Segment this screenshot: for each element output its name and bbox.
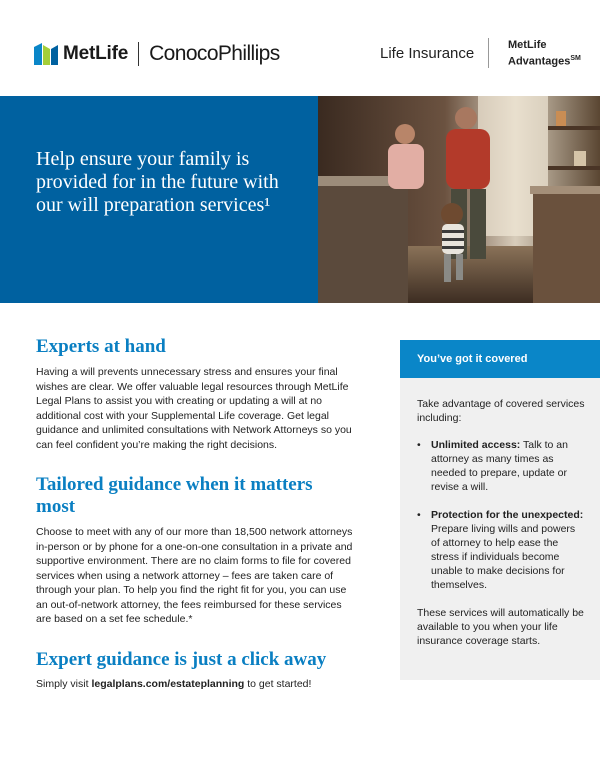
hero-banner bbox=[0, 96, 600, 303]
visit-prefix: Simply visit bbox=[36, 677, 92, 690]
product-label: Life Insurance bbox=[380, 45, 475, 62]
sidebar-intro: Take advantage of covered services including: bbox=[417, 398, 585, 424]
advantages-word: Advantages bbox=[508, 55, 571, 68]
covered-services-list bbox=[417, 438, 585, 592]
hero-headline: Help ensure your family is provided for in the future with our will preparation services¹ bbox=[36, 148, 279, 216]
section-heading-click-away: Expert guidance is just a click away bbox=[36, 648, 327, 670]
hero-photo bbox=[318, 96, 600, 303]
family-kitchen-illustration bbox=[318, 96, 600, 303]
list-item-title: Protection for the unexpected: bbox=[431, 509, 584, 521]
service-mark: SM bbox=[570, 55, 581, 62]
list-item-title: Unlimited access: bbox=[431, 439, 521, 451]
main-content bbox=[36, 336, 356, 691]
metlife-logo-icon bbox=[34, 43, 58, 65]
list-item-text: Prepare living wills and powers of attorney to help ease the stress if individuals become unable to make decisions for themselves. bbox=[431, 523, 576, 591]
hero-text-panel bbox=[0, 96, 318, 303]
list-item-text: Talk to an attorney as many times as needed to prepare, update or revise a will. bbox=[431, 439, 568, 493]
logo-lockup bbox=[34, 40, 280, 68]
sidebar-title: You’ve got it covered bbox=[417, 353, 528, 365]
metlife-wordmark: MetLife bbox=[63, 43, 129, 64]
section-body-experts: Having a will prevents unnecessary stress and ensures your final wishes are clear. We offer valuable legal resources through MetLife Legal Plans to assist you with creating or updating a will at no additional cost with your Supplemental Life coverage. Get legal guidance and unlimited consultations with Network Attorneys so you can feel confident you’re making the right decisions. bbox=[36, 366, 352, 451]
sidebar-outro: These services will automatically be available to you when your life insurance coverage starts. bbox=[417, 607, 584, 647]
bullet-icon: • bbox=[417, 439, 421, 451]
legalplans-link[interactable]: legalplans.com/estateplanning bbox=[91, 677, 245, 690]
conocophillips-wordmark: ConocoPhillips bbox=[149, 42, 280, 65]
coverage-sidebar bbox=[400, 340, 600, 680]
metlife-advantages-label bbox=[508, 38, 581, 69]
section-body-click-away bbox=[36, 677, 356, 692]
section-heading-tailored: Tailored guidance when it matters most bbox=[36, 474, 313, 517]
sidebar-header bbox=[400, 340, 600, 378]
advantages-line2 bbox=[508, 52, 581, 69]
bullet-icon: • bbox=[417, 509, 421, 521]
header-divider bbox=[488, 38, 489, 68]
logo-divider bbox=[138, 42, 139, 66]
list-item bbox=[417, 508, 585, 592]
list-item bbox=[417, 438, 585, 494]
visit-suffix: to get started! bbox=[244, 677, 312, 690]
section-body-tailored: Choose to meet with any of our more than 18,500 network attorneys in-person or by phone for a one-on-one consultation in a private and supportive environment. There are no claim forms to file for covered services when using a network attorney – fees are taken care of through your plan. To help you find the right fit for you, you can use an out-of-network attorney, the fees reimbursed for these services are based on a set fee schedule.* bbox=[36, 526, 353, 625]
section-heading-experts: Experts at hand bbox=[36, 336, 166, 357]
advantages-line1: MetLife bbox=[508, 39, 547, 51]
page-header bbox=[0, 0, 600, 96]
